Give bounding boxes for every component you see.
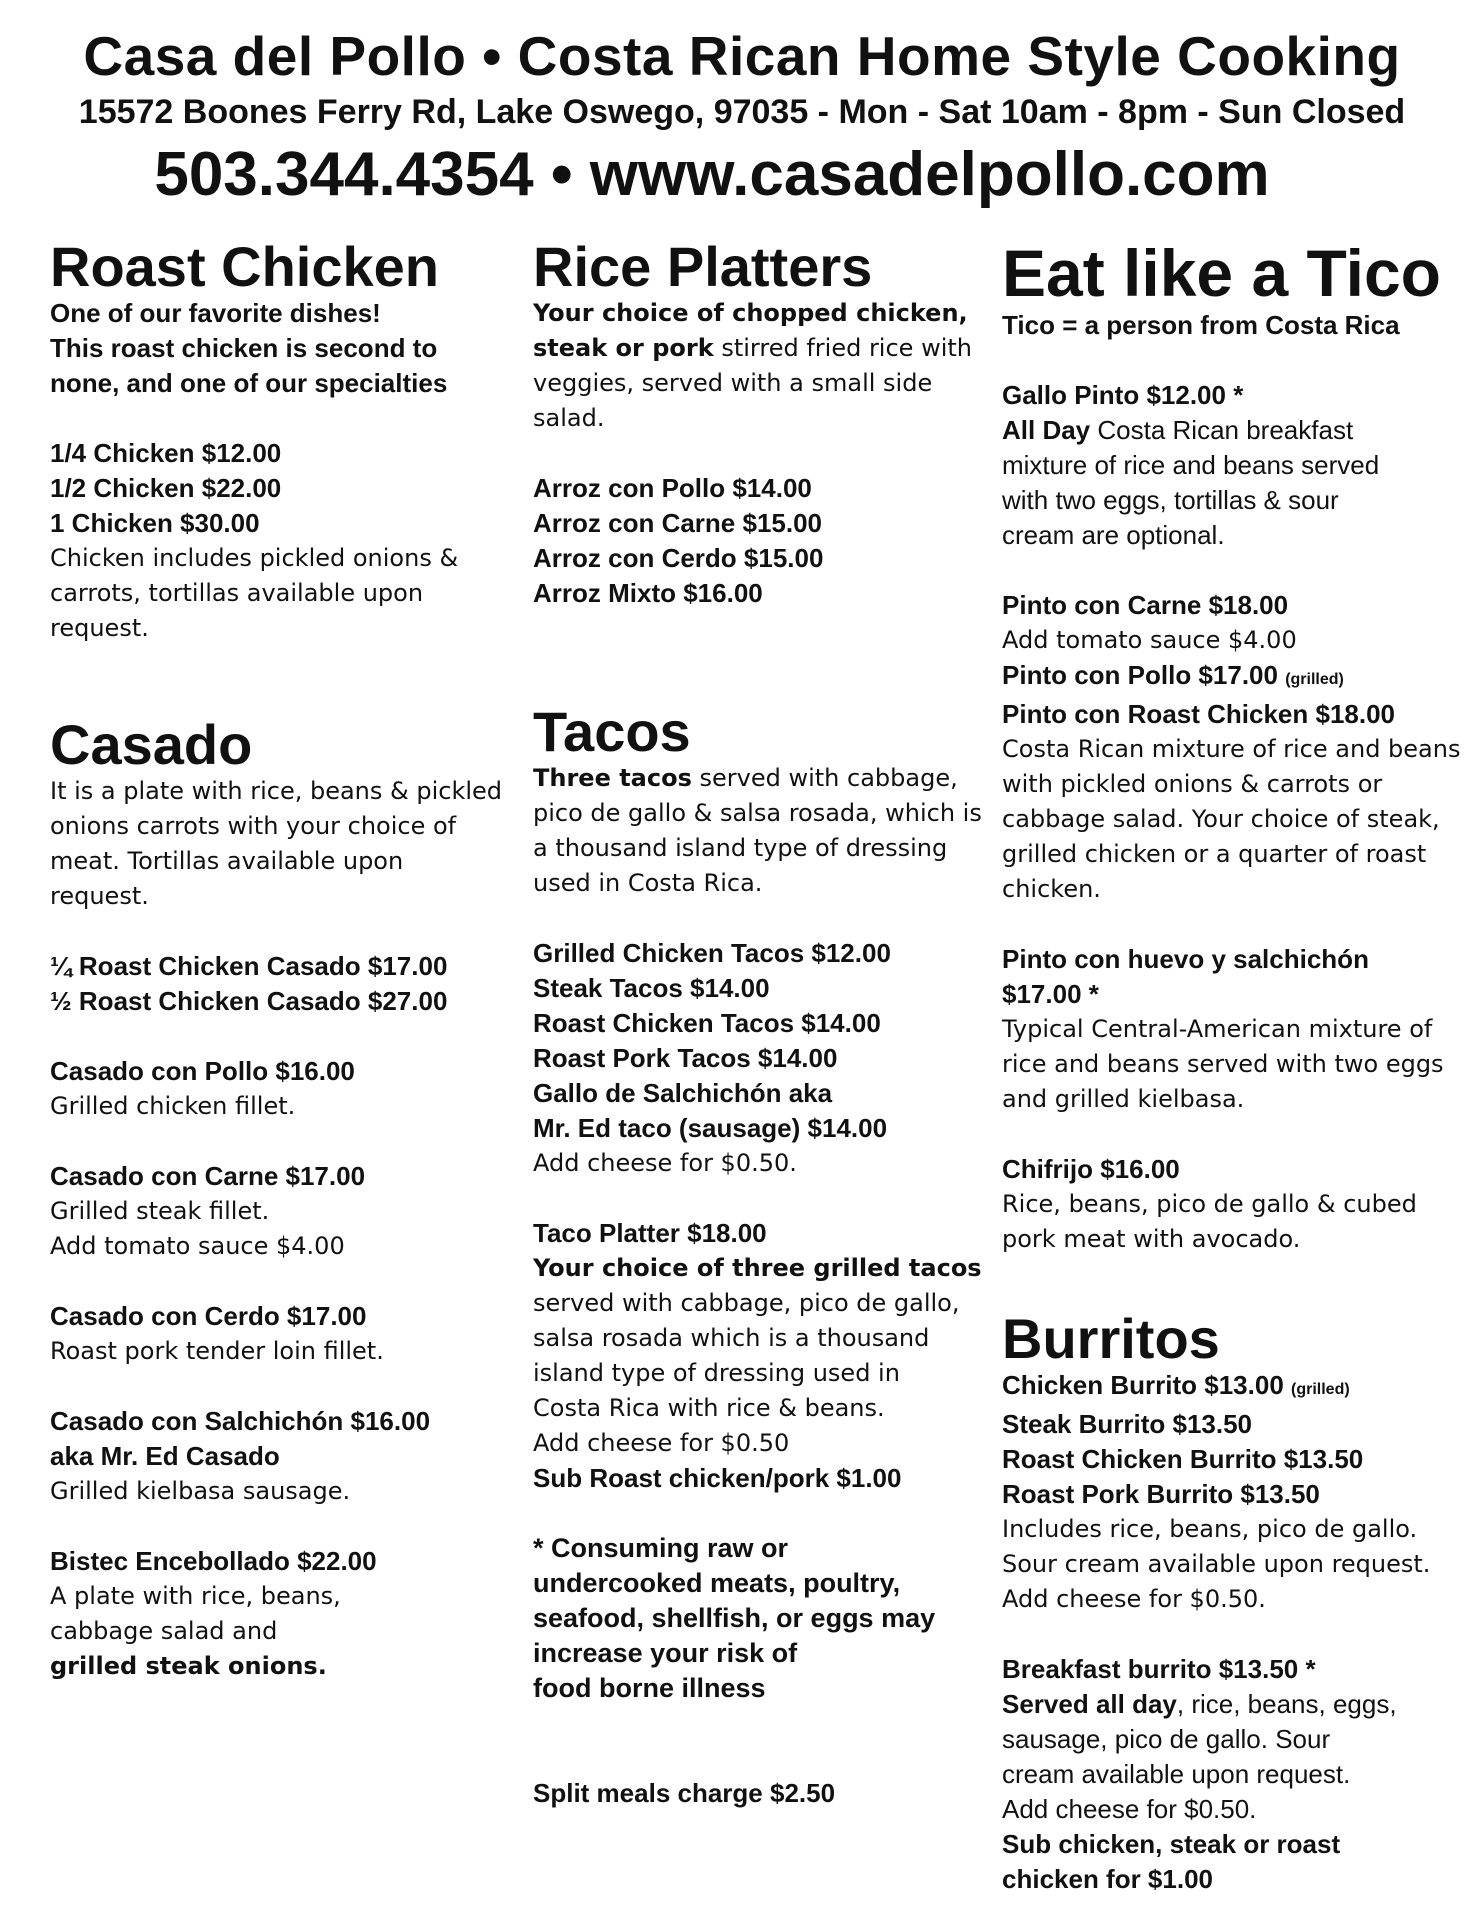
- rice-intro: salad.: [533, 404, 605, 432]
- menu-item-upcharge: Sub Roast chicken/pork $1.00: [533, 1463, 902, 1493]
- tacos-intro: used in Costa Rica.: [533, 869, 763, 897]
- tico-subtitle: Tico = a person from Costa Rica: [1002, 310, 1400, 340]
- item-description: Costa Rican mixture of rice and beans: [1002, 735, 1461, 763]
- column-left: [50, 235, 510, 1684]
- food-safety-warning: * Consuming raw or: [533, 1533, 789, 1563]
- menu-item: Arroz con Cerdo $15.00: [533, 543, 824, 573]
- rice-intro: veggies, served with a small side: [533, 369, 933, 397]
- menu-item: Casado con Cerdo $17.00: [50, 1301, 367, 1331]
- section-title-casado: Casado: [50, 713, 253, 776]
- menu-item: [1002, 658, 1462, 697]
- casado-intro: request.: [50, 882, 149, 910]
- tacos-intro: a thousand island type of dressing: [533, 834, 948, 862]
- menu-item-name: Pinto con Pollo $17.00: [1002, 660, 1278, 690]
- item-description: [1002, 1687, 1462, 1722]
- item-description: with two eggs, tortillas & sour: [1002, 485, 1339, 515]
- item-description: grilled chicken or a quarter of roast: [1002, 840, 1427, 868]
- item-description: A plate with rice, beans,: [50, 1582, 341, 1610]
- item-description: carrots, tortillas available upon: [50, 579, 424, 607]
- menu-item: Roast Chicken Burrito $13.50: [1002, 1444, 1364, 1474]
- item-description: Includes rice, beans, pico de gallo.: [1002, 1515, 1418, 1543]
- item-description: Typical Central-American mixture of: [1002, 1015, 1433, 1043]
- menu-item: Grilled Chicken Tacos $12.00: [533, 938, 891, 968]
- item-description: request.: [50, 614, 149, 642]
- section-title-rice-platters: Rice Platters: [533, 235, 873, 298]
- item-description: Sour cream available upon request.: [1002, 1550, 1431, 1578]
- menu-item: ½ Roast Chicken Casado $27.00: [50, 986, 448, 1016]
- section-title-tacos: Tacos: [533, 700, 691, 763]
- item-description: Grilled chicken fillet.: [50, 1092, 296, 1120]
- column-middle: [533, 235, 993, 1811]
- item-description-text: Costa Rican breakfast: [1090, 415, 1354, 445]
- roast-chicken-intro: none, and one of our specialties: [50, 368, 448, 398]
- restaurant-contact: 503.344.4354 • www.casadelpollo.com: [154, 140, 1270, 209]
- menu-item: Casado con Pollo $16.00: [50, 1056, 355, 1086]
- item-description: [1002, 413, 1462, 448]
- item-description: Add cheese for $0.50.: [1002, 1585, 1266, 1613]
- rice-intro-bold: steak or pork: [533, 334, 714, 362]
- column-right: [1002, 238, 1462, 1897]
- menu-item: Casado con Salchichón $16.00: [50, 1406, 431, 1436]
- casado-intro: meat. Tortillas available upon: [50, 847, 404, 875]
- menu-item: Gallo de Salchichón aka: [533, 1078, 833, 1108]
- rice-intro: [533, 331, 993, 366]
- menu-item: Chifrijo $16.00: [1002, 1154, 1180, 1184]
- item-description: Add cheese for $0.50: [533, 1429, 790, 1457]
- menu-item: Pinto con Roast Chicken $18.00: [1002, 699, 1396, 729]
- section-title-eat-like-a-tico: Eat like a Tico: [1002, 236, 1441, 310]
- item-description: Rice, beans, pico de gallo & cubed: [1002, 1190, 1417, 1218]
- food-safety-warning: seafood, shellfish, or eggs may: [533, 1603, 936, 1633]
- menu-item: Pinto con huevo y salchichón: [1002, 944, 1369, 974]
- item-description: cabbage salad and: [50, 1617, 278, 1645]
- rice-intro-bold: Your choice of chopped chicken,: [533, 299, 968, 327]
- item-description-bold: Served all day: [1002, 1689, 1177, 1719]
- item-description-text: , rice, beans, eggs,: [1176, 1689, 1397, 1719]
- roast-chicken-intro: This roast chicken is second to: [50, 333, 438, 363]
- item-description-bold: grilled steak onions.: [50, 1652, 327, 1680]
- item-description: Roast pork tender loin fillet.: [50, 1337, 384, 1365]
- item-description: Add cheese for $0.50.: [533, 1149, 797, 1177]
- item-description: Add cheese for $0.50.: [1002, 1794, 1257, 1824]
- tacos-intro-bold: Three tacos: [533, 764, 692, 792]
- item-description-bold: Your choice of three grilled tacos: [533, 1254, 982, 1282]
- item-description: cabbage salad. Your choice of steak,: [1002, 805, 1440, 833]
- menu-item: Mr. Ed taco (sausage) $14.00: [533, 1113, 888, 1143]
- casado-intro: It is a plate with rice, beans & pickled: [50, 777, 503, 805]
- menu-item: Breakfast burrito $13.50 *: [1002, 1654, 1316, 1684]
- menu-item-tag: (grilled): [1285, 671, 1344, 688]
- menu-item: Gallo Pinto $12.00 *: [1002, 380, 1244, 410]
- rice-intro-text: stirred fried rice with: [713, 334, 972, 362]
- item-description: Add tomato sauce $4.00: [50, 1232, 345, 1260]
- item-description: with pickled onions & carrots or: [1002, 770, 1383, 798]
- item-description: Grilled kielbasa sausage.: [50, 1477, 351, 1505]
- split-meals-charge: Split meals charge $2.50: [533, 1778, 836, 1808]
- food-safety-warning: food borne illness: [533, 1673, 766, 1703]
- menu-item: Arroz con Pollo $14.00: [533, 473, 812, 503]
- tacos-intro: [533, 761, 993, 796]
- item-description: island type of dressing used in: [533, 1359, 900, 1387]
- menu-item: Steak Burrito $13.50: [1002, 1409, 1253, 1439]
- menu-item: Roast Pork Tacos $14.00: [533, 1043, 838, 1073]
- roast-chicken-intro: One of our favorite dishes!: [50, 298, 381, 328]
- menu-item: [1002, 1368, 1462, 1407]
- menu-header: [0, 0, 1484, 208]
- menu-item: Taco Platter $18.00: [533, 1218, 767, 1248]
- menu-item: 1/4 Chicken $12.00: [50, 438, 282, 468]
- menu-item-aka: aka Mr. Ed Casado: [50, 1441, 280, 1471]
- food-safety-warning: increase your risk of: [533, 1638, 798, 1668]
- food-safety-warning: undercooked meats, poultry,: [533, 1568, 901, 1598]
- menu-item-tag: (grilled): [1291, 1381, 1350, 1398]
- menu-item: ¼ Roast Chicken Casado $17.00: [50, 951, 448, 981]
- item-description: sausage, pico de gallo. Sour: [1002, 1724, 1331, 1754]
- item-description: rice and beans served with two eggs: [1002, 1050, 1444, 1078]
- item-description: Costa Rica with rice & beans.: [533, 1394, 885, 1422]
- item-description: cream are optional.: [1002, 520, 1225, 550]
- casado-intro: onions carrots with your choice of: [50, 812, 457, 840]
- menu-item-price: $17.00 *: [1002, 979, 1099, 1009]
- item-description: pork meat with avocado.: [1002, 1225, 1301, 1253]
- item-description: Chicken includes pickled onions &: [50, 544, 459, 572]
- item-description: and grilled kielbasa.: [1002, 1085, 1245, 1113]
- menu-item: Roast Pork Burrito $13.50: [1002, 1479, 1320, 1509]
- tacos-intro-text: served with cabbage,: [691, 764, 958, 792]
- item-description-bold: All Day: [1002, 415, 1091, 445]
- restaurant-address: 15572 Boones Ferry Rd, Lake Oswego, 97035 - Mon - Sat 10am - 8pm - Sun Closed: [78, 93, 1406, 131]
- item-description: salsa rosada which is a thousand: [533, 1324, 930, 1352]
- item-description: Add tomato sauce $4.00: [1002, 626, 1297, 654]
- item-description: mixture of rice and beans served: [1002, 450, 1380, 480]
- item-description: cream available upon request.: [1002, 1759, 1351, 1789]
- section-title-burritos: Burritos: [1002, 1307, 1220, 1370]
- menu-item: Roast Chicken Tacos $14.00: [533, 1008, 881, 1038]
- item-description: Grilled steak fillet.: [50, 1197, 270, 1225]
- restaurant-title: Casa del Pollo • Costa Rican Home Style Cooking: [83, 25, 1401, 87]
- menu-item: Casado con Carne $17.00: [50, 1161, 366, 1191]
- item-description: served with cabbage, pico de gallo,: [533, 1289, 960, 1317]
- menu-item-name: Chicken Burrito $13.00: [1002, 1370, 1284, 1400]
- menu-item-upcharge: Sub chicken, steak or roast: [1002, 1829, 1341, 1859]
- menu-item: Pinto con Carne $18.00: [1002, 590, 1289, 620]
- menu-item: Arroz con Carne $15.00: [533, 508, 823, 538]
- item-description: chicken.: [1002, 875, 1101, 903]
- menu-item: Bistec Encebollado $22.00: [50, 1546, 377, 1576]
- menu-item: 1/2 Chicken $22.00: [50, 473, 282, 503]
- menu-item: Steak Tacos $14.00: [533, 973, 770, 1003]
- tacos-intro: pico de gallo & salsa rosada, which is: [533, 799, 982, 827]
- section-title-roast-chicken: Roast Chicken: [50, 235, 439, 298]
- menu-item: Arroz Mixto $16.00: [533, 578, 763, 608]
- menu-item-upcharge: chicken for $1.00: [1002, 1864, 1213, 1894]
- menu-item: 1 Chicken $30.00: [50, 508, 260, 538]
